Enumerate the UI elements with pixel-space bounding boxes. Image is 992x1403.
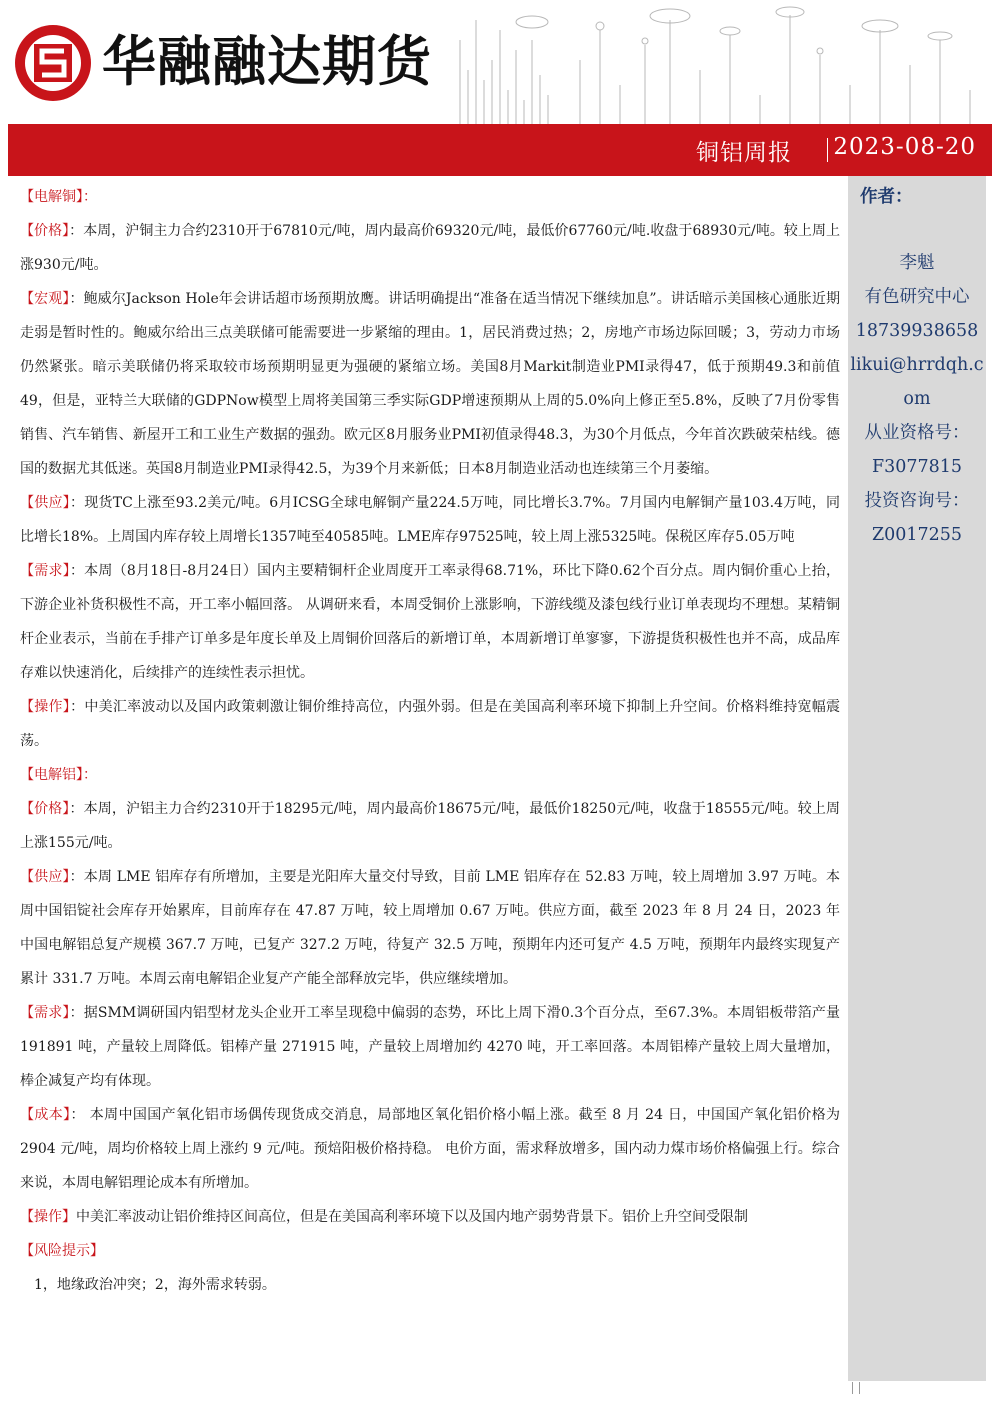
copper-price-text: ：本周，沪铜主力合约2310开于67810元/吨，周内最高价69320元/吨，最低价67760元/吨.收盘于68930元/吨。较上周上涨930元/吨。 [20, 223, 841, 273]
copper-heading [20, 180, 840, 214]
risk-heading [20, 1234, 840, 1268]
aluminum-heading [20, 758, 840, 792]
aluminum-price-text: ：本周，沪铝主力合约2310开于18295元/吨，周内最高价18675元/吨，最低价18250元/吨，收盘于18555元/吨。较上周上涨155元/吨。 [20, 801, 841, 851]
aluminum-supply-tag: 【供应】 [20, 869, 70, 885]
author-email[interactable]: likui@hrrdqh.com [850, 355, 984, 409]
aluminum-title: 【电解铝】 [20, 767, 83, 783]
copper-demand-paragraph [20, 554, 840, 690]
company-name: 华融融达期货 [102, 30, 432, 93]
author-label: 作者： [860, 187, 913, 207]
aluminum-cost-tag: 【成本】 [20, 1107, 71, 1123]
copper-demand-tag: 【需求】 [20, 563, 70, 579]
copper-supply-tag: 【供应】 [20, 495, 70, 511]
aluminum-cost-text: ： 本周中国国产氧化铝市场偶传现货成交消息，局部地区氧化铝价格小幅上涨。截至 8 月 24 日，中国国产氧化铝价格为 2904 元/吨，周均价格较上周上涨约 9 元/吨。预焙阳极价格持稳。 电价方面，需求释放增多，国内动力煤市场价格偏强上行。综合来说，本周电解铝理论成本有所增加。 [20, 1107, 840, 1191]
aluminum-operation-paragraph [20, 1200, 840, 1234]
aluminum-demand-paragraph [20, 996, 840, 1098]
report-body [20, 180, 840, 1302]
copper-supply-paragraph [20, 486, 840, 554]
qualification-label: 从业资格号： [864, 423, 970, 443]
aluminum-operation-text: 中美汇率波动让铝价维持区间高位，但是在美国高利率环境下以及国内地产弱势背景下。铝价上升空间受限制 [76, 1209, 748, 1225]
copper-title-colon: ： [83, 189, 97, 205]
copper-macro-paragraph [20, 282, 840, 486]
aluminum-price-tag: 【价格】 [20, 801, 70, 817]
aluminum-cost-paragraph [20, 1098, 840, 1200]
header-decoration [440, 0, 992, 124]
aluminum-supply-text: ：本周 LME 铝库存有所增加，主要是光阳库大量交付导致，目前 LME 铝库存在 52.83 万吨，较上周增加 3.97 万吨。本周中国铝锭社会库存开始累库，目前库存在 47.87 万吨，较上周增加 0.67 万吨。供应方面，截至 2023 年 8 月 24 日，2023 年中国电解铝总复产规模 367.7 万吨，已复产 327.2 万吨，待复产 32.5 万吨，预期年内还可复产 4.5 万吨，预期年内最终实现复产累计 331.7 万吨。本周云南电解铝企业复产产能全部释放完毕，供应继续增加。 [20, 869, 840, 987]
investment-consult-label: 投资咨询号： [864, 491, 970, 511]
copper-operation-text: ：中美汇率波动以及国内政策刺激让铜价维持高位，内强外弱。但是在美国高利率环境下抑制上升空间。价格料维持宽幅震荡。 [20, 699, 841, 749]
author-phone: 18739938658 [855, 321, 979, 341]
aluminum-operation-tag: 【操作】 [20, 1209, 76, 1225]
title-separator [827, 138, 828, 162]
author-name: 李魁 [899, 253, 935, 273]
aluminum-supply-paragraph [20, 860, 840, 996]
author-sidebar [848, 176, 986, 1381]
copper-price-tag: 【价格】 [20, 223, 70, 239]
risk-tag: 【风险提示】 [20, 1243, 104, 1259]
copper-macro-text: ：鲍威尔Jackson Hole年会讲话超市场预期放鹰。讲话明确提出“准备在适当情况下继续加息”。讲话暗示美国核心通胀近期走弱是暂时性的。鲍威尔给出三点美联储可能需要进一步紧缩的理由。1，居民消费过热；2，房地产市场边际回暖；3，劳动力市场仍然紧张。暗示美联储仍将采取较市场预期明显更为强硬的紧缩立场。美国8月Markit制造业PMI录得47，低于预期49.3和前值49，但是，亚特兰大联储的GDPNow模型上周将美国第三季实际GDP增速预期从上周的5.0%向上修正至5.8%，反映了7月份零售销售、汽车销售、新屋开工和工业生产数据的强劲。欧元区8月服务业PMI初值录得48.3，为30个月低点，今年首次跌破荣枯线。德国的数据尤其低迷。英国8月制造业PMI录得42.5，为39个月来新低；日本8月制造业活动也连续第三个月萎缩。 [20, 291, 841, 477]
copper-demand-text: ：本周（8月18日-8月24日）国内主要精铜杆企业周度开工率录得68.71%，环比下降0.62个百分点。周内铜价重心上抬，下游企业补货积极性不高，开工率小幅回落。 从调研来看，本周受铜价上涨影响，下游线缆及漆包线行业订单表现均不理想。某精铜杆企业表示，当前在手排产订单多是年度长单及上周铜价回落后的新增订单，本周新增订单寥寥，下游提货积极性也并不高，成品库存难以快速消化，后续排产的连续性表示担忧。 [20, 563, 841, 681]
qualification-number: F3077815 [871, 457, 963, 477]
copper-title: 【电解铜】 [20, 189, 83, 205]
aluminum-price-paragraph [20, 792, 840, 860]
copper-price-paragraph [20, 214, 840, 282]
investment-consult-number: Z0017255 [871, 525, 963, 545]
report-header [0, 0, 992, 124]
aluminum-title-colon: ： [83, 767, 97, 783]
copper-macro-tag: 【宏观】 [20, 291, 70, 307]
report-date: 2023-08-20 [833, 134, 976, 160]
report-title: 铜铝周报 [696, 140, 792, 166]
aluminum-demand-tag: 【需求】 [20, 1005, 70, 1021]
company-logo-icon [12, 22, 94, 104]
copper-supply-text: ：现货TC上涨至93.2美元/吨。6月ICSG全球电解铜产量224.5万吨，同比增长3.7%。7月国内电解铜产量103.4万吨，同比增长18%。上周国内库存较上周增长1357吨至40585吨。LME库存97525吨，较上周上涨5325吨。保税区库存5.05万吨 [20, 495, 840, 545]
author-dept: 有色研究中心 [864, 287, 970, 307]
aluminum-demand-text: ：据SMM调研国内铝型材龙头企业开工率呈现稳中偏弱的态势，环比上周下滑0.3个百分点，至67.3%。本周铝板带箔产量 191891 吨，产量较上周降低。铝棒产量 271915 吨，产量较上周增加约 4270 吨，开工率回落。本周铝棒产量较上周大量增加，棒企减复产均有体现。 [20, 1005, 841, 1089]
copper-operation-tag: 【操作】 [20, 699, 71, 715]
risk-text: 1，地缘政治冲突；2，海外需求转弱。 [34, 1277, 276, 1293]
page-marker [852, 1382, 860, 1394]
copper-operation-paragraph [20, 690, 840, 758]
title-bar [8, 124, 992, 176]
